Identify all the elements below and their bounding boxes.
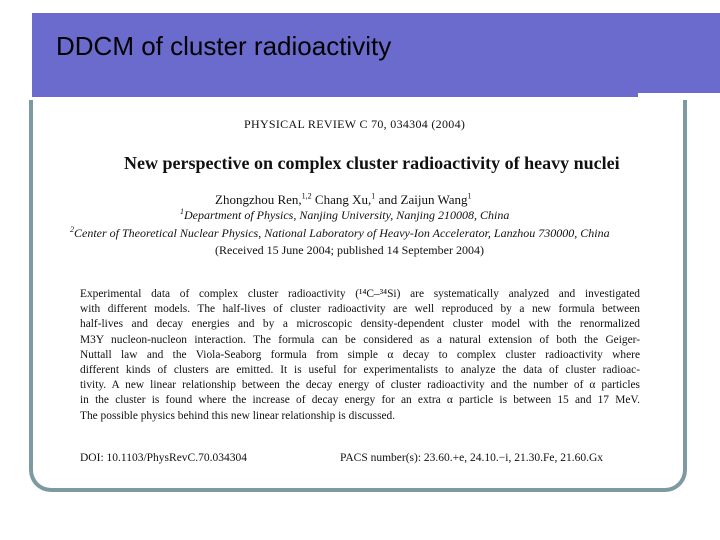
abstract-line: The possible physics behind this new linear relationship is discussed.	[80, 409, 396, 422]
journal-citation: PHYSICAL REVIEW C 70, 034304 (2004)	[244, 117, 466, 131]
author-affil-mark: 1	[467, 191, 472, 201]
abstract-line: M3Y nucleon-nucleon interaction. The formula can be considered as a natural extension of both the Geiger-	[80, 333, 640, 346]
pacs-numbers: PACS number(s): 23.60.+e, 24.10.−i, 21.30.Fe, 21.60.Gx	[340, 452, 603, 464]
affiliation-text: Center of Theoretical Nuclear Physics, National Laboratory of Heavy-Ion Accelerator, Lanzhou 730000, China	[74, 226, 610, 240]
received-date: (Received 15 June 2004; published 14 September 2004)	[215, 243, 484, 257]
affiliation-mark: 1	[180, 207, 184, 216]
abstract-line: Nuttall law and the Viola-Seaborg formula from simple α decay to complex cluster radioactivity where	[80, 348, 640, 361]
author-name: Zhongzhou Ren,	[215, 192, 302, 207]
author-name: and Zaijun Wang	[375, 192, 468, 207]
abstract-line: half-lives and decay energies and by a microscopic density-dependent cluster model with the renormalized	[80, 318, 640, 331]
affiliation-2	[70, 226, 610, 241]
affiliation-mark: 2	[70, 225, 74, 234]
affiliation-1	[180, 208, 509, 223]
author-list	[215, 192, 471, 208]
author-affil-mark: 1,2	[301, 191, 312, 201]
slide-title: DDCM of cluster radioactivity	[56, 31, 392, 61]
author-name: Chang Xu,	[311, 192, 372, 207]
author-affil-mark: 1	[371, 191, 376, 201]
affiliation-text: Department of Physics, Nanjing University, Nanjing 210008, China	[184, 208, 510, 222]
doi: DOI: 10.1103/PhysRevC.70.034304	[80, 452, 247, 464]
paper-title: New perspective on complex cluster radioactivity of heavy nuclei	[124, 153, 620, 173]
abstract	[80, 287, 640, 424]
abstract-line: different kinds of clusters are emitted. It is useful for experimentalists to analyze the data of cluster radioac-	[80, 364, 640, 377]
abstract-line: Experimental data of complex cluster radioactivity (¹⁴C–³⁴Si) are systematically analyzed and investigated	[80, 288, 640, 300]
abstract-line: with different models. The half-lives of cluster radioactivity are well reproduced by a new formula between	[80, 303, 640, 316]
abstract-line: in the cluster is found where the increase of decay energy for an extra α particle is between 15 and 17 MeV.	[80, 394, 640, 407]
abstract-line: tivity. A new linear relationship between the decay energy of cluster radioactivity and the number of α particles	[80, 379, 640, 392]
